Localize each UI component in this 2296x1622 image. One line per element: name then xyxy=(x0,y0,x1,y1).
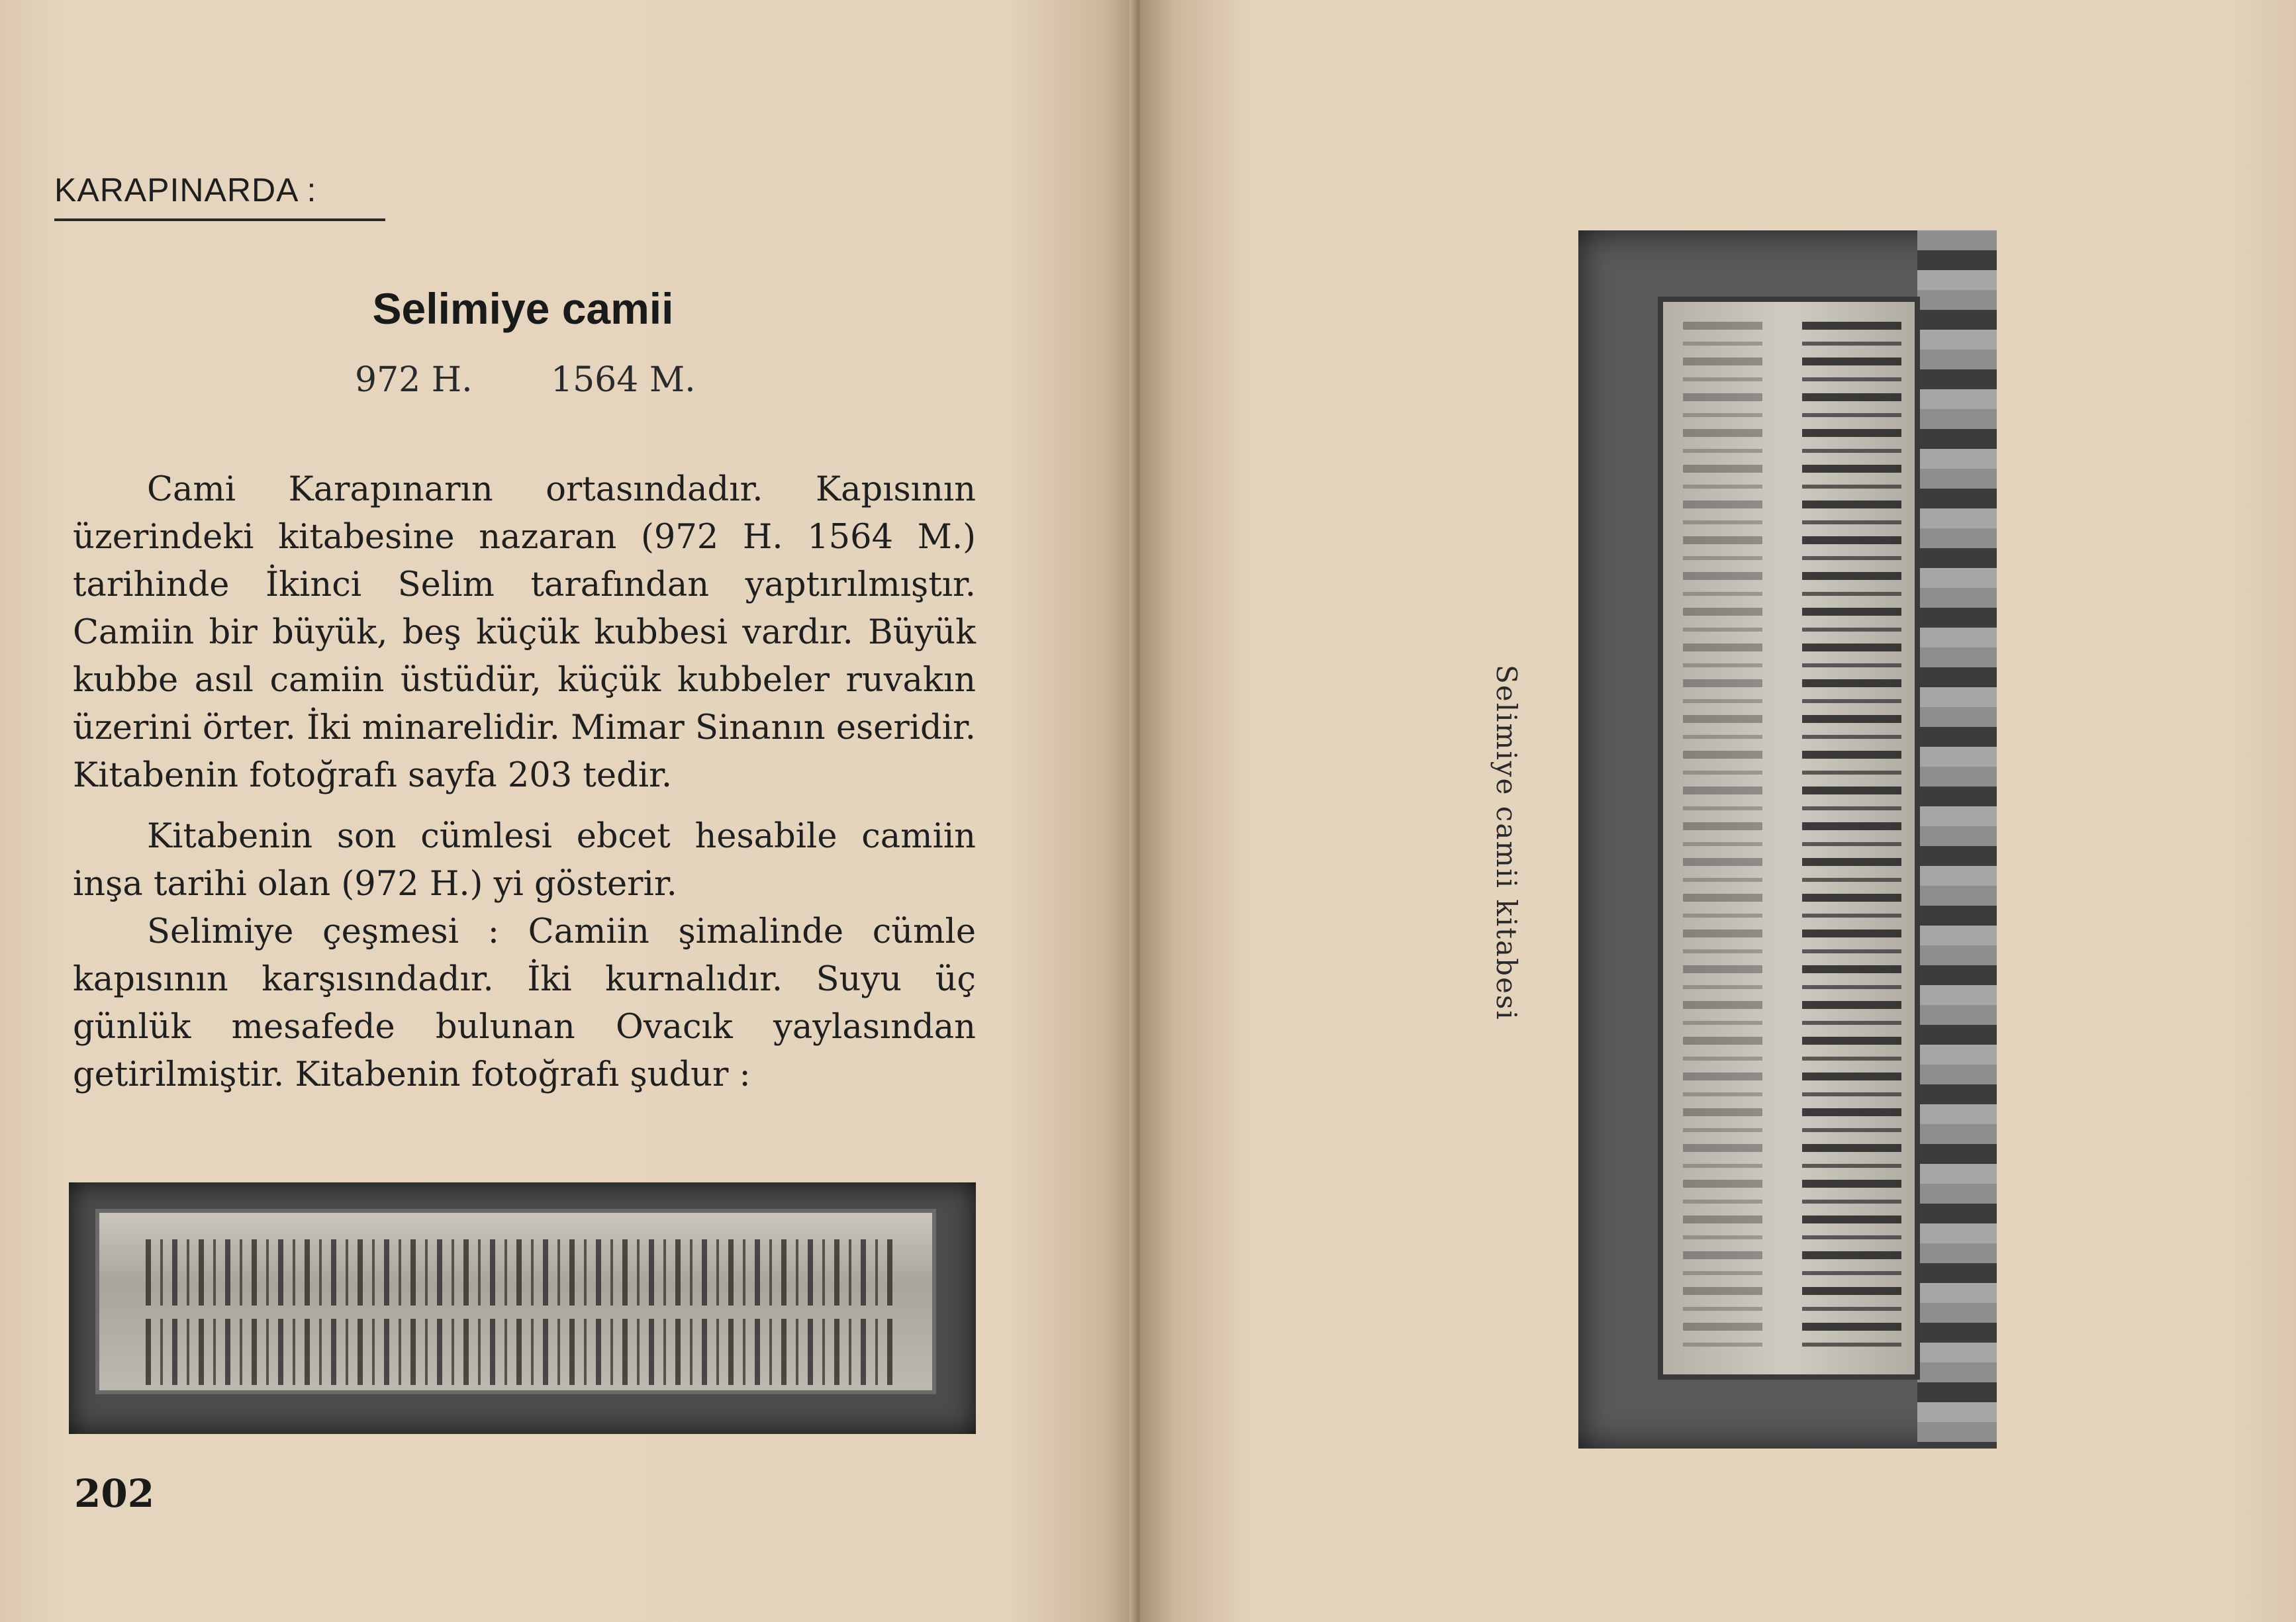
carved-border xyxy=(1917,230,1997,1449)
mosque-inscription-photo xyxy=(1578,230,1997,1449)
inscription-slab xyxy=(95,1209,936,1394)
paragraph-2: Kitabenin son cümlesi ebcet hesabile camiin inşa tarihi olan (972 H.) yi gösterir. xyxy=(73,817,976,904)
body-text xyxy=(73,466,976,1099)
date-hijri: 972 H. xyxy=(355,360,473,400)
left-page xyxy=(0,0,1137,1622)
calligraphy-column xyxy=(1683,322,1762,1355)
section-heading xyxy=(54,171,316,209)
fountain-inscription-photo xyxy=(69,1182,976,1434)
heading-underline xyxy=(54,218,385,221)
paragraph-3: Selimiye çeşmesi : Camiin şimalinde cümle kapısının karşısındadır. İki kurnalıdır. Suyu üç günlük mesafede bulunan Ovacık yaylasından getirilmiştir. Kitabenin fotoğrafı şudur : xyxy=(73,912,976,1094)
photo-caption: Selimiye camii kitabesi xyxy=(1490,665,1523,1021)
page-number: 202 xyxy=(74,1471,155,1516)
section-heading-text: KARAPINARDA : xyxy=(54,171,317,209)
calligraphy-row xyxy=(146,1239,892,1306)
paragraph-1: Cami Karapınarın ortasındadır. Kapısının üzerindeki kitabesine nazaran (972 H. 1564 M.) tarihinde İkinci Selim tarafından yaptırılmıştır. Camiin bir büyük, beş küçük kubbesi vardır. Büyük kubbe asıl camiin üstüdür, küçük kubbeler ruvakın üzerini örter. İki minarelidir. Mimar Sinanın eseridir. Kitabenin fotoğrafı sayfa 203 tedir. xyxy=(73,470,976,795)
date-gregorian: 1564 M. xyxy=(551,360,696,400)
calligraphy-row xyxy=(146,1319,892,1385)
calligraphy-column xyxy=(1802,322,1901,1355)
inscription-slab xyxy=(1658,297,1920,1380)
page-title: Selimiye camii xyxy=(372,284,674,333)
